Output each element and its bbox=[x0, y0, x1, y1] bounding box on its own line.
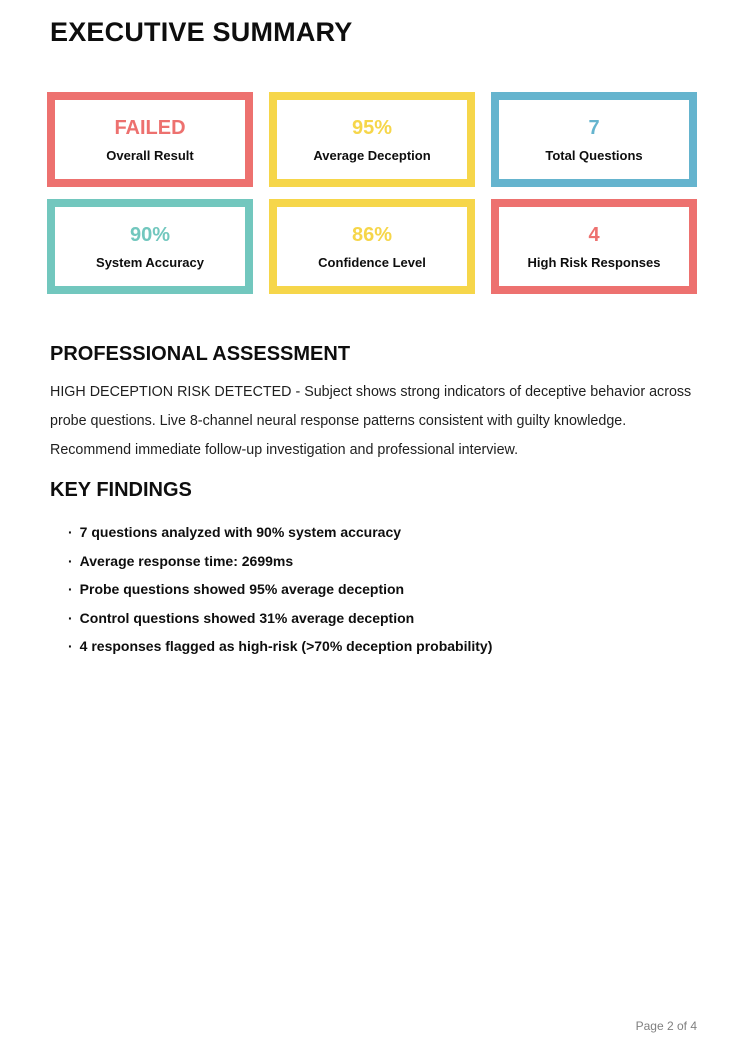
key-findings-list bbox=[68, 518, 743, 661]
stat-label: High Risk Responses bbox=[527, 254, 661, 270]
stat-label: Confidence Level bbox=[318, 254, 426, 270]
key-finding-item: · 7 questions analyzed with 90% system accuracy bbox=[68, 518, 743, 547]
key-finding-item: · Control questions showed 31% average deception bbox=[68, 604, 743, 633]
assessment-body-text: HIGH DECEPTION RISK DETECTED - Subject shows strong indicators of deceptive behavior across probe questions. Live 8-channel neural response patterns consistent with guilty knowledge. Recommend immediate follow-up investigation and professional interview. bbox=[50, 384, 692, 458]
stat-card-total-questions bbox=[491, 92, 697, 187]
key-finding-item: · 4 responses flagged as high-risk (>70% deception probability) bbox=[68, 632, 743, 661]
stat-card-system-accuracy bbox=[47, 199, 253, 294]
assessment-heading: PROFESSIONAL ASSESSMENT bbox=[50, 343, 351, 365]
stat-label: Overall Result bbox=[106, 147, 194, 163]
stat-card-average-deception bbox=[269, 92, 475, 187]
stat-card-confidence-level bbox=[269, 199, 475, 294]
stat-value: 4 bbox=[588, 223, 600, 246]
stat-value: 95% bbox=[351, 116, 393, 139]
stat-value: 86% bbox=[351, 223, 393, 246]
page-title: EXECUTIVE SUMMARY bbox=[50, 17, 353, 47]
summary-card-grid bbox=[47, 92, 697, 294]
stat-label: System Accuracy bbox=[96, 254, 204, 270]
stat-card-high-risk-responses bbox=[491, 199, 697, 294]
stat-card-overall-result bbox=[47, 92, 253, 187]
key-finding-item: · Average response time: 2699ms bbox=[68, 547, 743, 576]
stat-value: FAILED bbox=[114, 116, 186, 139]
page-number: Page 2 of 4 bbox=[635, 1019, 697, 1033]
stat-label: Total Questions bbox=[545, 147, 643, 163]
stat-value: 90% bbox=[129, 223, 171, 246]
report-page bbox=[0, 17, 743, 1033]
key-findings-heading: KEY FINDINGS bbox=[50, 479, 192, 501]
stat-value: 7 bbox=[588, 116, 600, 139]
key-finding-item: · Probe questions showed 95% average deception bbox=[68, 575, 743, 604]
stat-label: Average Deception bbox=[313, 147, 431, 163]
